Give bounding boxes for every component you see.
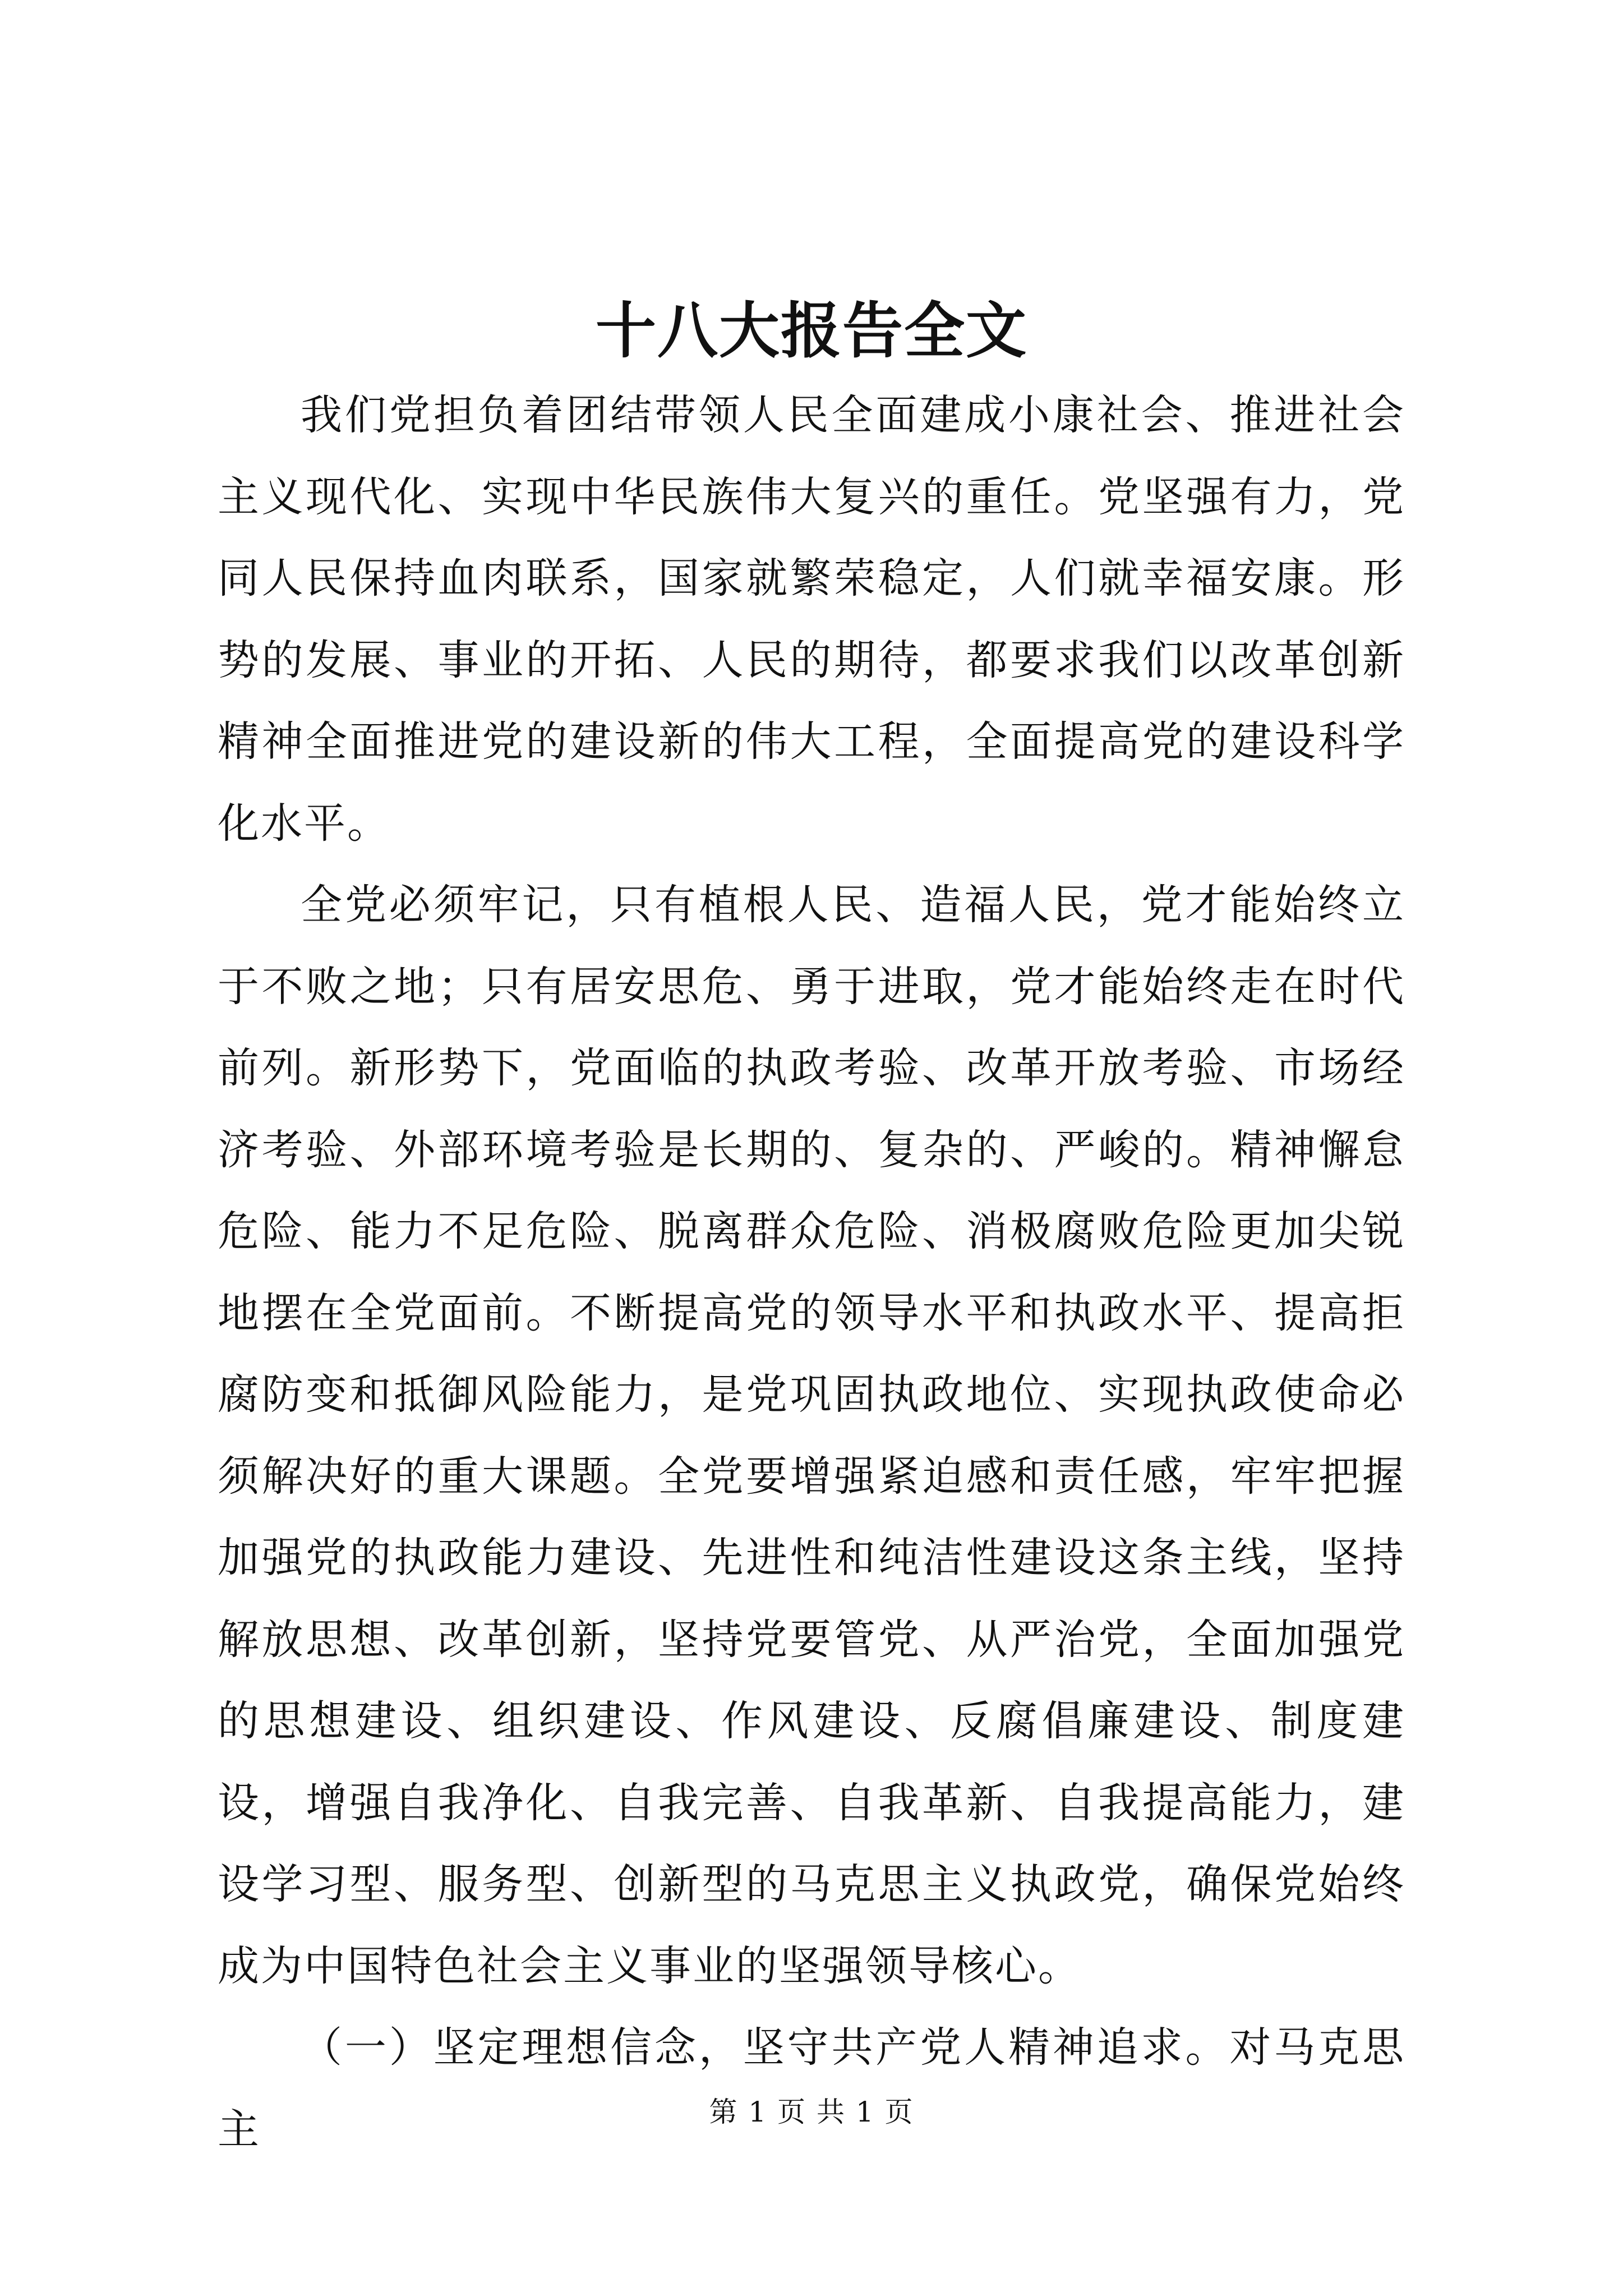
paragraph-1: 我们党担负着团结带领人民全面建成小康社会、推进社会主义现代化、实现中华民族伟大复兴的重任。党坚强有力，党同人民保持血肉联系，国家就繁荣稳定，人们就幸福安康。形势的发展、事业的开拓、人民的期待，都要求我们以改革创新精神全面推进党的建设新的伟大工程，全面提高党的建设科学化水平。 <box>218 391 1405 848</box>
paragraph-3: （一）坚定理想信念，坚守共产党人精神追求。对马克思主 <box>218 2023 1405 2154</box>
document-body <box>218 375 1405 2170</box>
paragraph-2: 全党必须牢记，只有植根人民、造福人民，党才能始终立于不败之地；只有居安思危、勇于进取，党才能始终走在时代前列。新形势下，党面临的执政考验、改革开放考验、市场经济考验、外部环境考验是长期的、复杂的、严峻的。精神懈怠危险、能力不足危险、脱离群众危险、消极腐败危险更加尖锐地摆在全党面前。不断提高党的领导水平和执政水平、提高拒腐防变和抵御风险能力，是党巩固执政地位、实现执政使命必须解决好的重大课题。全党要增强紧迫感和责任感，牢牢把握加强党的执政能力建设、先进性和纯洁性建设这条主线，坚持解放思想、改革创新，坚持党要管党、从严治党，全面加强党的思想建设、组织建设、作风建设、反腐倡廉建设、制度建设，增强自我净化、自我完善、自我革新、自我提高能力，建设学习型、服务型、创新型的马克思主义执政党，确保党始终成为中国特色社会主义事业的坚强领导核心。 <box>218 881 1405 1990</box>
document-title: 十八大报告全文 <box>595 296 1027 366</box>
page-number-footer: 第 1 页 共 1 页 <box>709 2096 914 2128</box>
